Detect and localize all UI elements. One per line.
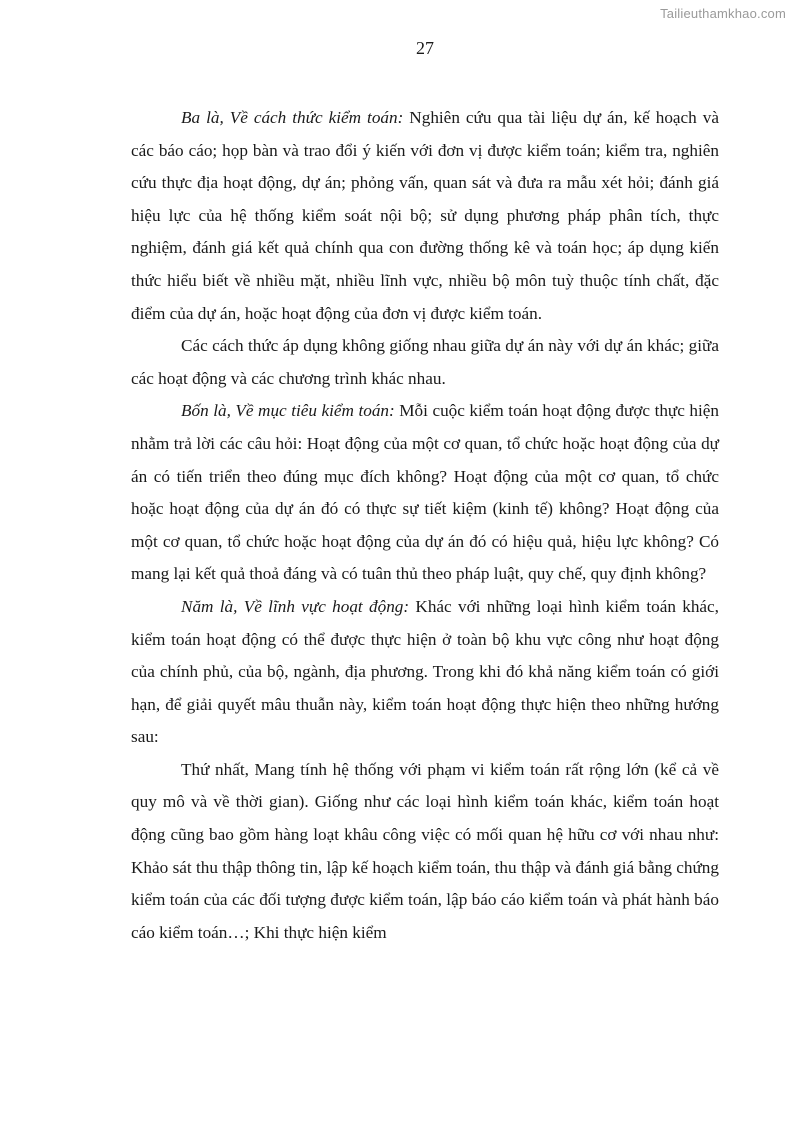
paragraph-text: Các cách thức áp dụng không giống nhau giữa dự án này với dự án khác; giữa các hoạt động và các chương trình khác nhau.	[131, 336, 719, 388]
paragraph-text: Mỗi cuộc kiểm toán hoạt động được thực hiện nhằm trả lời các câu hỏi: Hoạt động của một cơ quan, tổ chức hoặc hoạt động của dự án có tiến triển theo đúng mục đích không? Hoạt động của một cơ quan, tổ chức hoặc hoạt động của dự án đó có thực sự tiết kiệm (kinh tế) không? Hoạt động của một cơ quan, tổ chức hoặc hoạt động của dự án đó có hiệu quả, hiệu lực không? Có mang lại kết quả thoả đáng và có tuân thủ theo pháp luật, quy chế, quy định không?	[131, 401, 719, 584]
paragraph-thu-nhat	[131, 754, 719, 950]
page-body	[131, 102, 719, 949]
paragraph-cach-thuc-ap-dung	[131, 330, 719, 395]
page-number: 27	[416, 38, 434, 58]
paragraph-cach-thuc	[131, 102, 719, 330]
paragraph-lead: Năm là, Về lĩnh vực hoạt động:	[181, 596, 410, 616]
paragraph-text: Nghiên cứu qua tài liệu dự án, kế hoạch và các báo cáo; họp bàn và trao đổi ý kiến với đơn vị được kiểm toán; kiểm tra, nghiên cứu thực địa hoạt động, dự án; phỏng vấn, quan sát và đưa ra mẫu xét hỏi; đánh giá hiệu lực của hệ thống kiểm soát nội bộ; sử dụng phương pháp phân tích, thực nghiệm, đánh giá kết quả chính qua con đường thống kê và toán học; áp dụng kiến thức hiểu biết về nhiều mặt, nhiều lĩnh vực, nhiều bộ môn tuỳ thuộc tính chất, đặc điểm của dự án, hoặc hoạt động của đơn vị được kiểm toán.	[131, 108, 719, 323]
paragraph-text: Khác với những loại hình kiểm toán khác, kiểm toán hoạt động có thể được thực hiện ở toàn bộ khu vực công như hoạt động của chính phủ, của bộ, ngành, địa phương. Trong khi đó khả năng kiểm toán có giới hạn, để giải quyết mâu thuẫn này, kiểm toán hoạt động thực hiện theo những hướng sau:	[131, 596, 719, 747]
paragraph-lead: Bốn là, Về mục tiêu kiểm toán:	[181, 401, 395, 421]
paragraph-text: Thứ nhất, Mang tính hệ thống với phạm vi kiểm toán rất rộng lớn (kể cả về quy mô và về thời gian). Giống như các loại hình kiểm toán khác, kiểm toán hoạt động cũng bao gồm hàng loạt khâu công việc có mối quan hệ hữu cơ với nhau như: Khảo sát thu thập thông tin, lập kế hoạch kiểm toán, thu thập và đánh giá bằng chứng kiểm toán của các đối tượng được kiểm toán, lập báo cáo kiểm toán và phát hành báo cáo kiểm toán…; Khi thực hiện kiểm	[131, 759, 719, 942]
watermark: Tailieuthamkhao.com	[660, 6, 786, 21]
paragraph-linh-vuc	[131, 591, 719, 754]
paragraph-lead: Ba là, Về cách thức kiểm toán:	[181, 108, 404, 127]
paragraph-muc-tieu	[131, 395, 719, 591]
